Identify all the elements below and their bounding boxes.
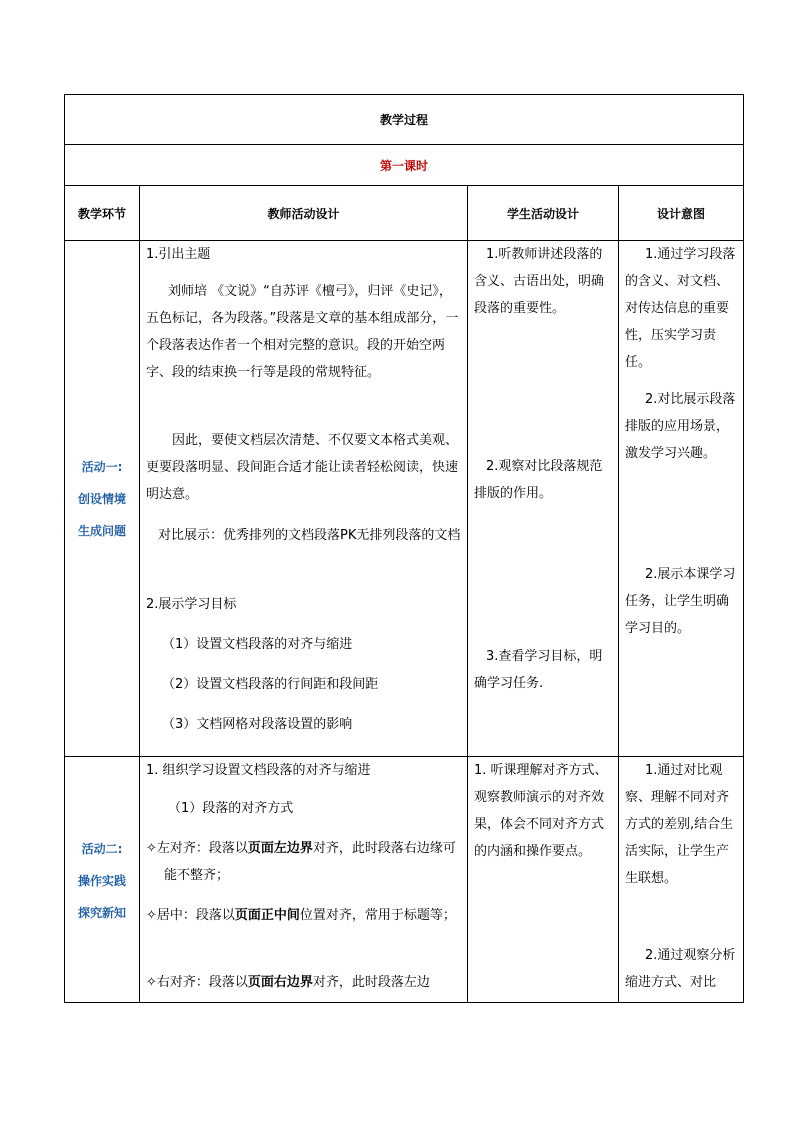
activity-one-row xyxy=(65,241,744,757)
left-align-item: ✧左对齐：段落以页面左边界对齐，此时段落右边缘可能不整齐； xyxy=(146,841,456,883)
activity-one-student xyxy=(468,241,619,757)
teacher-step-1: 1.引出主题 xyxy=(146,247,211,262)
intent-1: 1.通过学习段落的含义、对文档、对传达信息的重要性，压实学习责任。 xyxy=(625,247,736,370)
intent-2: 2.对比展示段落排版的应用场景，激发学习兴趣。 xyxy=(625,392,736,461)
student-step-3: 3.查看学习目标，明确学习任务. xyxy=(474,649,603,691)
teaching-process-table xyxy=(64,94,744,1003)
activity-one-intent xyxy=(619,241,744,757)
right-align-item: ✧右对齐：段落以页面右边界对齐，此时段落左边 xyxy=(146,975,430,990)
activity-two-intent xyxy=(619,757,744,1003)
activity-one-teacher xyxy=(140,241,468,757)
intent-1: 1.通过对比观察、理解不同对齐方式的差别,结合生活实际，让学生产生联想。 xyxy=(625,763,734,886)
goal-2: （2）设置文档段落的行间距和段间距 xyxy=(162,677,379,692)
student-step-2: 2.观察对比段落规范排版的作用。 xyxy=(474,459,603,501)
header-student: 学生活动设计 xyxy=(468,186,619,241)
student-step-1: 1.听教师讲述段落的含义、古语出处，明确段落的重要性。 xyxy=(474,247,605,316)
intent-3: 2.展示本课学习任务，让学生明确学习目的。 xyxy=(625,567,736,636)
goal-1: （1）设置文档段落的对齐与缩进 xyxy=(162,637,353,652)
header-stage: 教学环节 xyxy=(65,186,140,241)
column-header-row xyxy=(65,186,744,241)
teacher-compare-paragraph: 对比展示：优秀排列的文档段落PK无排列段落的文档 xyxy=(158,528,461,543)
student-step-1: 1. 听课理解对齐方式、观察教师演示的对齐效果，体会不同对齐方式的内涵和操作要点。 xyxy=(474,763,608,859)
teacher-step-2: 2.展示学习目标 xyxy=(146,597,237,612)
table-title: 教学过程 xyxy=(65,95,744,145)
goal-3: （3）文档网格对段落设置的影响 xyxy=(162,717,353,732)
teacher-step-1: 1. 组织学习设置文档段落的对齐与缩进 xyxy=(146,763,371,778)
activity-two-teacher xyxy=(140,757,468,1003)
header-intent: 设计意图 xyxy=(619,186,744,241)
activity-one-label: 活动一: 创设情境 生成问题 xyxy=(65,241,140,757)
activity-two-row xyxy=(65,757,744,1003)
teacher-quote-paragraph: 刘师培 《文说》“自苏评《檀弓》，归评《史记》，五色标记，各为段落。”段落是文章的基本组成部分，一个段落表达作者一个相对完整的意识。段的开始空两字、段的结束换一行等是段的常规特征。 xyxy=(146,284,459,380)
center-align-item: ✧居中：段落以页面正中间位置对齐，常用于标题等； xyxy=(146,908,456,923)
intent-2: 2.通过观察分析缩进方式、对比 xyxy=(625,948,736,990)
activity-two-label: 活动二: 操作实践 探究新知 xyxy=(65,757,140,1003)
activity-two-student xyxy=(468,757,619,1003)
lesson-period: 第一课时 xyxy=(65,145,744,186)
header-teacher: 教师活动设计 xyxy=(140,186,468,241)
teacher-reason-paragraph: 因此，要使文档层次清楚、不仅要文本格式美观、更要段落明显、段间距合适才能让读者轻松阅读，快速明达意。 xyxy=(146,433,459,502)
alignment-heading: （1）段落的对齐方式 xyxy=(168,801,294,816)
